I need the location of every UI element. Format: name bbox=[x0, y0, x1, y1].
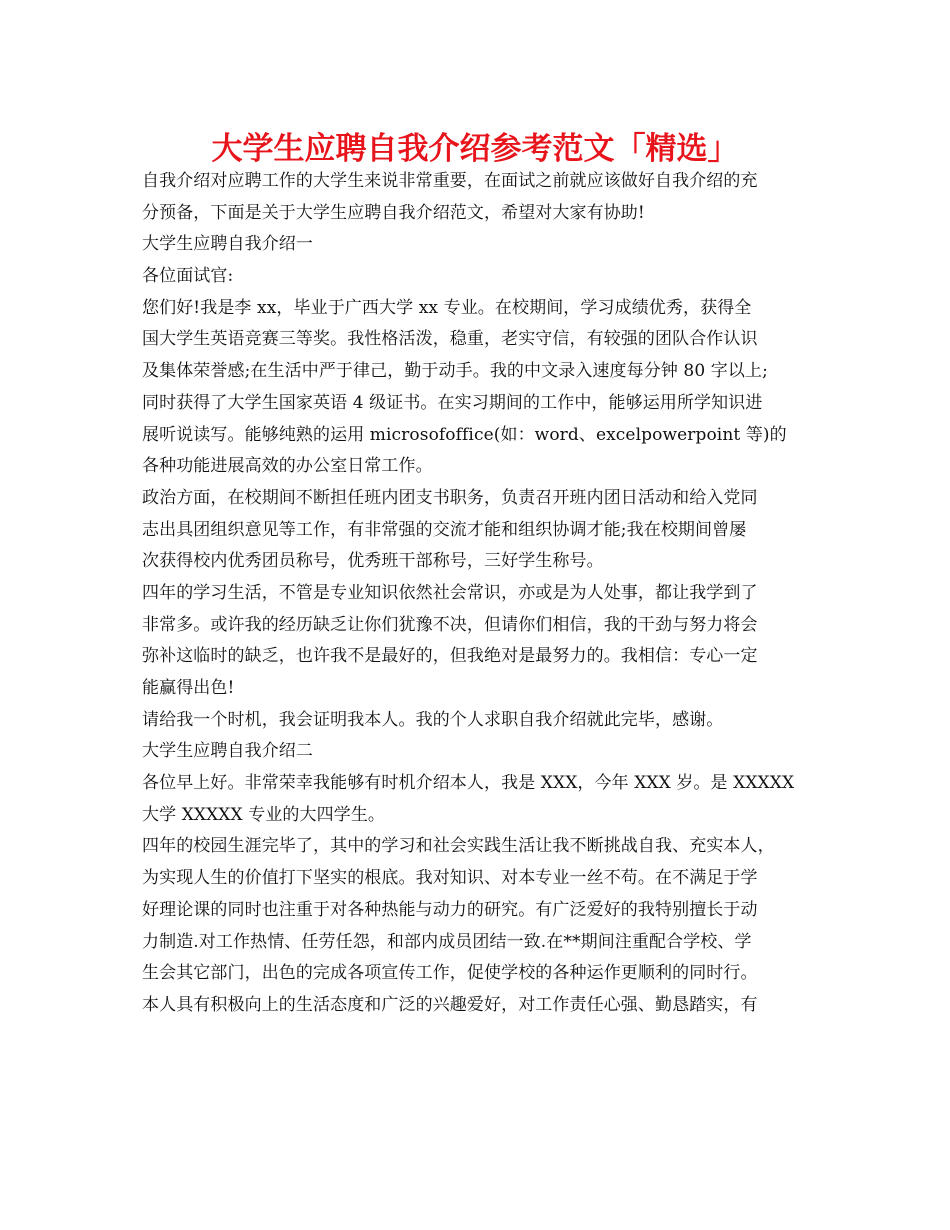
text-line: 本人具有积极向上的生活态度和广泛的兴趣爱好，对工作责任心强、勤恳踏实，有 bbox=[142, 994, 758, 1015]
section-heading: 大学生应聘自我介绍二 bbox=[142, 741, 313, 762]
text-line: 您们好!我是李 xx，毕业于广西大学 xx 专业。在校期间，学习成绩优秀，获得全 bbox=[142, 297, 752, 318]
text-line: 弥补这临时的缺乏，也许我不是最好的，但我绝对是最努力的。我相信：专心一定 bbox=[142, 646, 758, 667]
text-line: 各位面试官: bbox=[142, 266, 234, 287]
text-line: 自我介绍对应聘工作的大学生来说非常重要，在面试之前就应该做好自我介绍的充 bbox=[142, 171, 758, 191]
text-line: 展听说读写。能够纯熟的运用 microsofoffice(如：word、excelpowerpoint 等)的 bbox=[142, 424, 787, 445]
text-line: 国大学生英语竞赛三等奖。我性格活泼，稳重，老实守信，有较强的团队合作认识 bbox=[142, 329, 758, 350]
text-line: 志出具团组织意见等工作，有非常强的交流才能和组织协调才能;我在校期间曾屡 bbox=[142, 519, 747, 540]
text-line: 能赢得出色! bbox=[142, 678, 235, 698]
text-line: 次获得校内优秀团员称号，优秀班干部称号，三好学生称号。 bbox=[142, 551, 604, 572]
text-line: 各位早上好。非常荣幸我能够有时机介绍本人，我是 XXX，今年 XXX 岁。是 XXXXX bbox=[142, 773, 795, 794]
text-line: 政治方面，在校期间不断担任班内团支书职务，负责召开班内团日活动和给入党同 bbox=[142, 487, 758, 508]
text-line: 为实现人生的价值打下坚实的根底。我对知识、对本专业一丝不苟。在不满足于学 bbox=[142, 868, 758, 889]
text-line: 请给我一个时机，我会证明我本人。我的个人求职自我介绍就此完毕，感谢。 bbox=[142, 709, 724, 730]
text-line: 生会其它部门，出色的完成各项宣传工作，促使学校的各种运作更顺利的同时行。 bbox=[142, 963, 758, 984]
text-line: 四年的学习生活，不管是专业知识依然社会常识，亦或是为人处事，都让我学到了 bbox=[142, 582, 758, 603]
document-body bbox=[142, 166, 814, 1022]
text-line: 各种功能进展高效的办公室日常工作。 bbox=[142, 456, 433, 477]
text-line: 同时获得了大学生国家英语 4 级证书。在实习期间的工作中，能够运用所学知识进 bbox=[142, 392, 763, 413]
text-line: 及集体荣誉感;在生活中严于律己，勤于动手。我的中文录入速度每分钟 80 字以上; bbox=[142, 361, 768, 382]
section-heading: 大学生应聘自我介绍一 bbox=[142, 234, 313, 255]
document-title: 大学生应聘自我介绍参考范文「精选」 bbox=[211, 131, 739, 167]
text-line: 好理论课的同时也注重于对各种热能与动力的研究。有广泛爱好的我特别擅长于动 bbox=[142, 899, 758, 920]
text-line: 非常多。或许我的经历缺乏让你们犹豫不决，但请你们相信，我的干劲与努力将会 bbox=[142, 614, 758, 635]
text-line: 四年的校园生涯完毕了，其中的学习和社会实践生活让我不断挑战自我、充实本人， bbox=[142, 836, 775, 857]
text-line: 大学 XXXXX 专业的大四学生。 bbox=[142, 804, 386, 825]
text-line: 力制造.对工作热情、任劳任怨，和部内成员团结一致.在**期间注重配合学校、学 bbox=[142, 931, 752, 952]
text-line: 分预备，下面是关于大学生应聘自我介绍范文，希望对大家有协助! bbox=[142, 202, 645, 223]
